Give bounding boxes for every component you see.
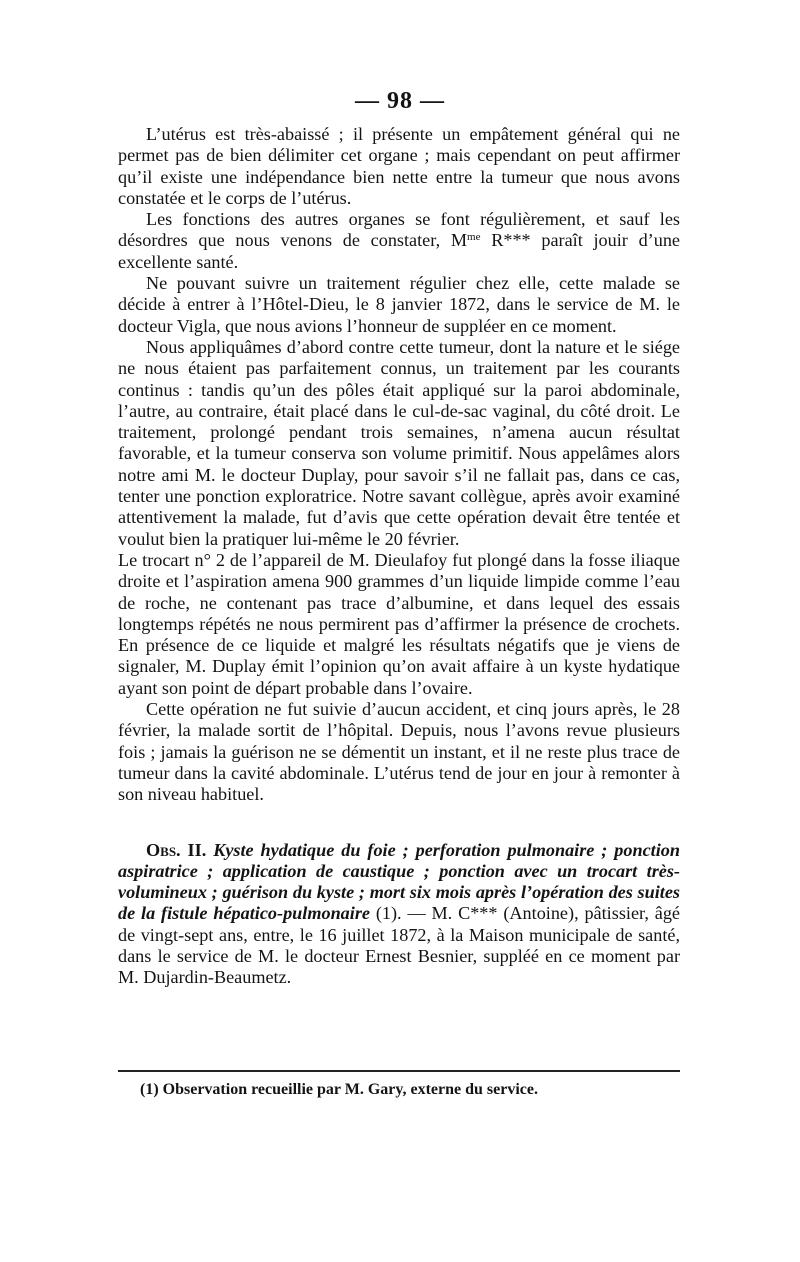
paragraph-trocart: Le trocart n° 2 de l’appareil de M. Dieulafoy fut plongé dans la fosse iliaque droite et l’aspiration amena 900 grammes d’un liquide limpide comme l’eau de roche, ne contenant pas trace d’albumine, et dans lequel des essais longtemps répétés ne nous permirent pas d’affirmer la présence de crochets. En présence de ce liquide et malgré les résultats négatifs que je viens de signaler, M. Duplay émit l’opinion qu’on avait affaire à un kyste hydatique ayant son point de départ probable dans l’ovaire. bbox=[118, 549, 680, 698]
paragraph-uterus: L’utérus est très-abaissé ; il présente un empâtement général qui ne permet pas de bien délimiter cet organe ; mais cependant on peut affirmer qu’il existe une indépendance bien nette entre la tumeur que nous avons constatée et le corps de l’utérus. bbox=[118, 124, 680, 208]
madame-superscript: me bbox=[467, 231, 481, 244]
paragraph-functions bbox=[118, 209, 680, 273]
observation-paragraph bbox=[118, 840, 680, 989]
footnote-reference: (1). bbox=[369, 903, 402, 924]
footnote-divider bbox=[118, 1070, 680, 1072]
paragraph-functions-start: Les fonctions des autres organes se font régulièrement, et sauf les désordres que nous venons de constater, M bbox=[118, 209, 680, 251]
paragraph-functions-end: R*** paraît jouir d’une excellente santé. bbox=[118, 230, 680, 272]
paragraph-treatment: Nous appliquâmes d’abord contre cette tumeur, dont la nature et le siége ne nous étaient pas parfaitement connus, un traitement par les courants continus : tandis qu’un des pôles était appliqué sur la paroi abdominale, l’autre, au contraire, était placé dans le cul-de-sac vaginal, du côté droit. Le traitement, prolongé pendant trois semaines, n’amena aucun résultat favorable, et la tumeur conserva son volume primitif. Nous appelâmes alors notre ami M. le docteur Duplay, pour savoir s’il ne fallait pas, dans ce cas, tenter une ponction exploratrice. Notre savant collègue, après avoir examiné attentivement la malade, fut d’avis que cette opération devait être tentée et voulut bien la pratiquer lui-même le 20 février. bbox=[118, 336, 680, 549]
paragraph-admission: Ne pouvant suivre un traitement régulier chez elle, cette malade se décide à entrer à l’Hôtel-Dieu, le 8 janvier 1872, dans le service de M. le docteur Vigla, que nous avions l’honneur de suppléer en ce moment. bbox=[118, 273, 680, 336]
footnote: (1) Observation recueillie par M. Gary, externe du service. bbox=[140, 1081, 538, 1098]
observation-label: Obs. II. bbox=[146, 839, 207, 860]
paragraph-outcome: Cette opération ne fut suivie d’aucun accident, et cinq jours après, le 28 février, la malade sortit de l’hôpital. Depuis, nous l’avons revue plusieurs fois ; jamais la guérison ne se démentit un instant, et il ne reste plus trace de tumeur dans la cavité abdominale. L’utérus tend de jour en jour à remonter à son niveau habituel. bbox=[118, 699, 680, 805]
observation-title: Kyste hydatique du foie ; perforation pulmonaire ; ponction aspiratrice ; application de caustique ; ponction avec un trocart très-volumineux ; guérison du kyste ; mort six mois après l’opération des suites de la fistule hépatico-pulmonaire bbox=[118, 839, 680, 924]
page-number: — 98 — bbox=[355, 88, 445, 114]
observation-body: — M. C*** (Antoine), pâtissier, âgé de vingt-sept ans, entre, le 16 juillet 1872, à la Maison municipale de santé, dans le service de M. le docteur Ernest Besnier, suppléé en ce moment par M. Dujardin-Beaumetz. bbox=[118, 903, 680, 988]
body-text bbox=[118, 124, 680, 989]
